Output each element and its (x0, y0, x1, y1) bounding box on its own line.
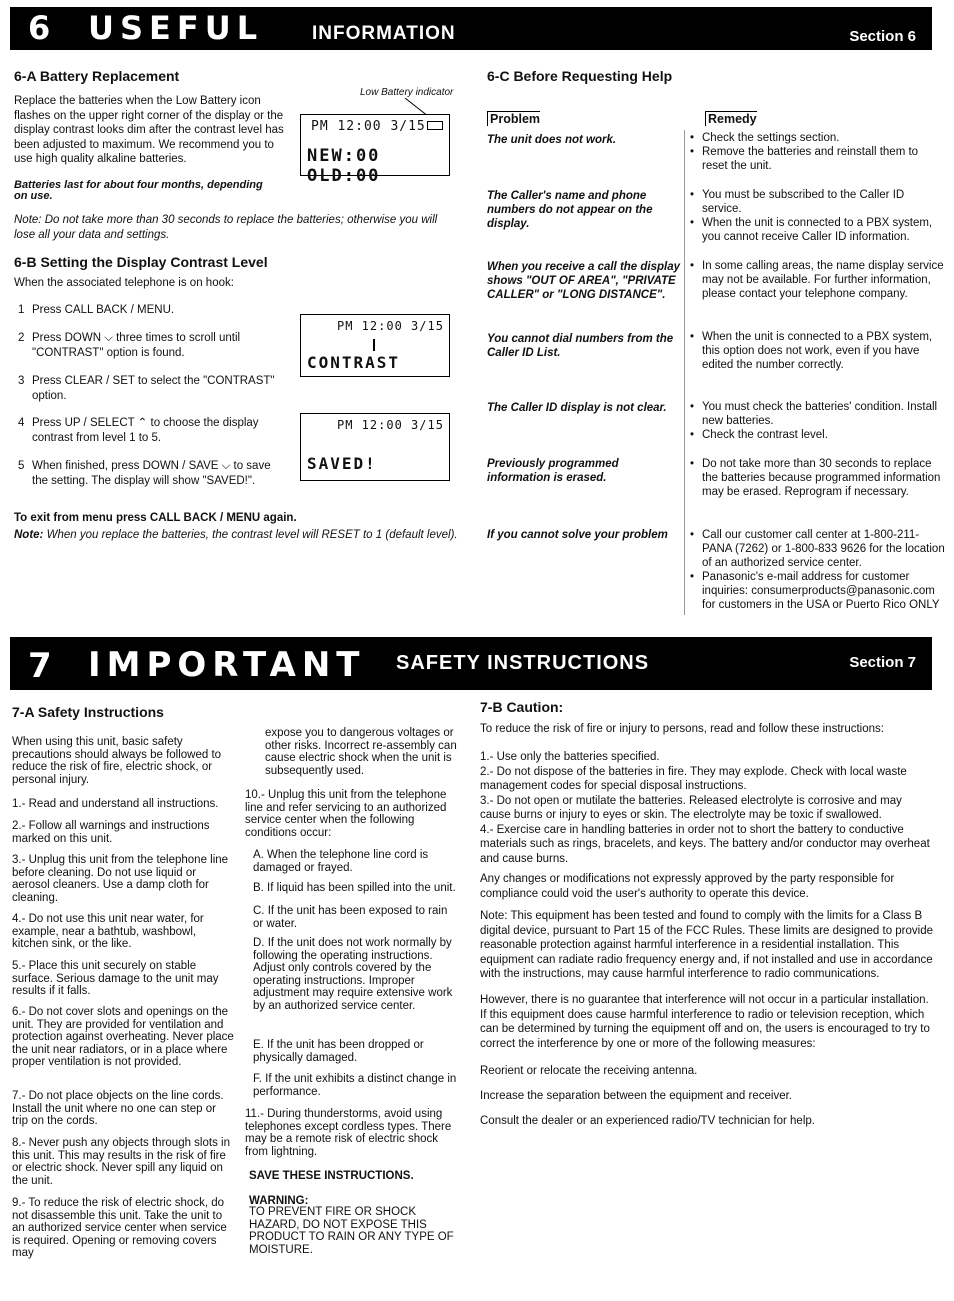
warning-text: TO PREVENT FIRE OR SHOCK HAZARD, DO NOT EXPOSE THIS PRODUCT TO RAIN OR ANY TYPE OF MOISTURE. (249, 1206, 454, 1256)
step-text: Press DOWN ⌵ three times to scroll until "CONTRAST" option is found. (32, 332, 241, 359)
lcd-bottom-line: SAVED! (307, 454, 377, 473)
note-label: Note: (14, 529, 44, 541)
remedy-1 (690, 131, 945, 173)
safety-item-8: 8.- Never push any objects through slots in this unit. This may results in the risk of fire or electric shock. Never spill any liquid on the unit. (12, 1137, 230, 1187)
measure-1: Reorient or relocate the receiving antenna. (480, 1065, 698, 1077)
caution-list (480, 750, 935, 866)
condition-d: D. If the unit does not work normally by following the operating instructions. Adjust only controls covered by the operating instructions. Improper adjustment may require extensive work by an authorized service center. (253, 937, 453, 1012)
section-number: 6 (28, 9, 51, 47)
step-text: Press CLEAR / SET to select the "CONTRAST" option. (32, 375, 275, 402)
safety-item-4: 4.- Do not use this unit near water, for example, near a bathtub, washbowl, kitchen sink, or the like. (12, 913, 204, 950)
remedy-4 (690, 330, 945, 372)
remedy-3 (690, 259, 945, 301)
step-number: 4 (18, 417, 25, 429)
problem-4: You cannot dial numbers from the Caller ID List. (487, 333, 674, 359)
step-number: 3 (18, 375, 25, 387)
safety-item-9: 9.- To reduce the risk of electric shock, do not disassemble this unit. Take the unit to an authorized service center when service is required. Opening or removing covers may (12, 1197, 227, 1259)
section-title: USEFUL (88, 9, 264, 47)
lcd-top-line: PM 12:00 3/15 (337, 418, 444, 432)
step-text: When finished, press DOWN / SAVE ⌵ to save the setting. The display will show "SAVED!". (32, 460, 271, 487)
step-text: Press UP / SELECT ⌃ to choose the display contrast from level 1 to 5. (32, 417, 259, 444)
remedy-5 (690, 400, 945, 442)
heading-7b: 7-B Caution: (480, 699, 564, 715)
lcd-display-contrast (300, 314, 450, 377)
heading-7a: 7-A Safety Instructions (12, 704, 164, 720)
safety-item-9-continued: expose you to dangerous voltages or other risks. Incorrect re-assembly can cause electric shock when the unit is subsequently used. (265, 727, 457, 777)
caution-intro: To reduce the risk of fire or injury to persons, read and follow these instructions: (480, 723, 884, 735)
remedy-header: Remedy (705, 111, 757, 126)
cursor-mark (373, 339, 375, 351)
battery-icon (427, 121, 443, 130)
remedy-item: • Panasonic's e-mail address for customer inquiries: consumerproducts@panasonic.com for customers in the USA or Puerto Rico ONLY (690, 570, 945, 612)
lcd-bottom-line: CONTRAST (307, 353, 401, 372)
safety-item-11: 11.- During thunderstorms, avoid using telephones except cordless types. There may be a remote risk of electric shock from lightning. (245, 1108, 452, 1158)
caution-item-3: 3.- Do not open or mutilate the batteries. Released electrolyte is corrosive and may cause burns or injury to eyes or skin. The electrolyte may be toxic if swallowed. (480, 794, 902, 821)
condition-b: B. If liquid has been spilled into the unit. (253, 882, 456, 894)
remedy-item: • Check the contrast level. (690, 428, 945, 442)
exit-instruction: To exit from menu press CALL BACK / MENU again. (14, 512, 297, 524)
problem-5: The Caller ID display is not clear. (487, 402, 667, 414)
safety-item-3: 3.- Unplug this unit from the telephone line before cleaning. Do not use liquid or aerosol cleaners. Use a damp cloth for cleaning. (12, 854, 229, 904)
section-title: IMPORTANT (88, 645, 366, 685)
step-2 (18, 331, 288, 360)
section-number: 7 (28, 646, 52, 686)
caution-item-1: 1.- Use only the batteries specified. (480, 751, 660, 763)
remedy-2 (690, 188, 945, 244)
remedy-item: • When the unit is connected to a PBX system, you cannot receive Caller ID information. (690, 216, 945, 244)
lcd-top-line: PM 12:00 3/15 (311, 119, 426, 134)
save-instructions: SAVE THESE INSTRUCTIONS. (249, 1170, 414, 1182)
remedy-7 (690, 528, 945, 612)
lcd-display-saved (300, 413, 450, 481)
problem-header: Problem (487, 111, 540, 126)
condition-a: A. When the telephone line cord is damaged or frayed. (253, 849, 429, 874)
section-subtitle: INFORMATION (312, 23, 456, 44)
lcd-top-line: PM 12:00 3/15 (337, 319, 444, 333)
fcc-note: Note: This equipment has been tested and found to comply with the limits for a Class B digital device, pursuant to Part 15 of the FCC Rules. These limits are designed to provide reasonable protection against harmful interference in a residential installation. This equipment can radiate radio frequency energy and, if not installed and use in accordance with the instructions, may cause harmful interference to radio communications. (480, 910, 933, 980)
column-divider (684, 130, 685, 615)
heading-6a: 6-A Battery Replacement (14, 68, 180, 84)
condition-c: C. If the unit has been exposed to rain or water. (253, 905, 448, 930)
remedy-item: • Call our customer call center at 1-800-211-PANA (7262) or 1-800-833 9626 for the location of an authorized service center. (690, 528, 945, 570)
battery-text: Replace the batteries when the Low Battery icon flashes on the upper right corner of the display or the display contrast looks dim after the contrast level has been adjusted to maximum. We recommend you to use high quality alkaline batteries. (14, 95, 284, 165)
lcd-display-battery (300, 114, 450, 186)
caution-item-2: 2.- Do not dispose of the batteries in fire. They may explode. Check with local waste management codes for special disposal instructions. (480, 765, 907, 792)
section-subtitle: SAFETY INSTRUCTIONS (396, 652, 650, 674)
problem-6: Previously programmed information is erased. (487, 458, 619, 484)
modifications-text: Any changes or modifications not expressly approved by the party responsible for compliance could void the user's authority to operate this device. (480, 873, 895, 900)
note-text: When you replace the batteries, the contrast level will RESET to 1 (default level). (46, 529, 458, 541)
remedy-item: • Remove the batteries and reinstall them to reset the unit. (690, 145, 945, 173)
remedy-item: • When the unit is connected to a PBX system, this option does not work, even if you have edited the number correctly. (690, 330, 945, 372)
step-3 (18, 374, 288, 403)
step-4 (18, 416, 288, 445)
problem-7: If you cannot solve your problem (487, 529, 668, 541)
problem-3: When you receive a call the display shows "OUT OF AREA", "PRIVATE CALLER" or "LONG DISTANCE". (487, 261, 681, 301)
remedy-item: • You must be subscribed to the Caller ID service. (690, 188, 945, 216)
low-battery-label: Low Battery indicator (360, 87, 454, 98)
condition-f: F. If the unit exhibits a distinct change in performance. (253, 1073, 457, 1098)
safety-item-2: 2.- Follow all warnings and instructions marked on this unit. (12, 820, 210, 845)
safety-intro: When using this unit, basic safety precautions should always be followed to reduce the risk of fire, electric shock, or personal injury. (12, 736, 222, 786)
step-number: 1 (18, 304, 25, 316)
contrast-note (14, 529, 458, 541)
step-5 (18, 459, 288, 488)
step-number: 5 (18, 460, 25, 472)
measure-2: Increase the separation between the equipment and receiver. (480, 1090, 792, 1102)
measure-3: Consult the dealer or an experienced radio/TV technician for help. (480, 1115, 815, 1127)
problem-1: The unit does not work. (487, 134, 617, 146)
safety-item-5: 5.- Place this unit securely on stable surface. Serious damage to the unit may results if it falls. (12, 960, 219, 997)
section-label: Section 6 (849, 28, 916, 45)
safety-item-10: 10.- Unplug this unit from the telephone line and refer servicing to an authorized service center when the following conditions occur: (245, 789, 447, 839)
safety-item-6: 6.- Do not cover slots and openings on the unit. They are provided for ventilation and protection against overheating. Never place the unit near radiators, or in a place where proper ventilation is not provided. (12, 1006, 234, 1068)
fcc-guarantee: However, there is no guarantee that interference will not occur in a particular installation. If this equipment does cause harmful interference to radio or television reception, which can be determined by turning the equipment off and on, the users is encouraged to try to correct the interference by one or more of the following measures: (480, 994, 930, 1050)
heading-6c: 6-C Before Requesting Help (487, 68, 673, 84)
safety-item-1: 1.- Read and understand all instructions. (12, 798, 219, 810)
step-1 (18, 303, 288, 318)
battery-note (14, 213, 454, 242)
contrast-intro: When the associated telephone is on hook: (14, 277, 234, 289)
condition-e: E. If the unit has been dropped or physically damaged. (253, 1039, 424, 1064)
remedy-item: • Check the settings section. (690, 131, 945, 145)
battery-life-note: Batteries last for about four months, depending on use. (14, 179, 263, 202)
problem-2: The Caller's name and phone numbers do not appear on the display. (487, 190, 653, 230)
section-7-banner (10, 637, 932, 690)
remedy-item: • Do not take more than 30 seconds to replace the batteries because programmed information may be erased. Reprogram if necessary. (690, 457, 945, 499)
note-label: Note: (14, 214, 42, 226)
safety-item-7: 7.- Do not place objects on the line cords. Install the unit where no one can step or trip on the cords. (12, 1090, 224, 1127)
section-6-banner (10, 7, 932, 50)
note-text: Do not take more than 30 seconds to replace the batteries; otherwise you will lose all your data and settings. (14, 214, 438, 241)
heading-6b: 6-B Setting the Display Contrast Level (14, 254, 268, 270)
lcd-bottom-line: NEW:00 OLD:00 (307, 146, 381, 186)
section-label: Section 7 (849, 654, 916, 671)
warning-label: WARNING: (249, 1195, 309, 1207)
remedy-item: • In some calling areas, the name display service may not be available. For further information, please contact your telephone company. (690, 259, 945, 301)
remedy-item: • You must check the batteries' condition. Install new batteries. (690, 400, 945, 428)
caution-item-4: 4.- Exercise care in handling batteries in order not to short the battery to conductive materials such as rings, bracelets, and keys. The battery and/or conductor may overheat and cause burns. (480, 823, 930, 865)
remedy-6 (690, 457, 945, 499)
step-number: 2 (18, 332, 25, 344)
step-text: Press CALL BACK / MENU. (32, 304, 175, 316)
